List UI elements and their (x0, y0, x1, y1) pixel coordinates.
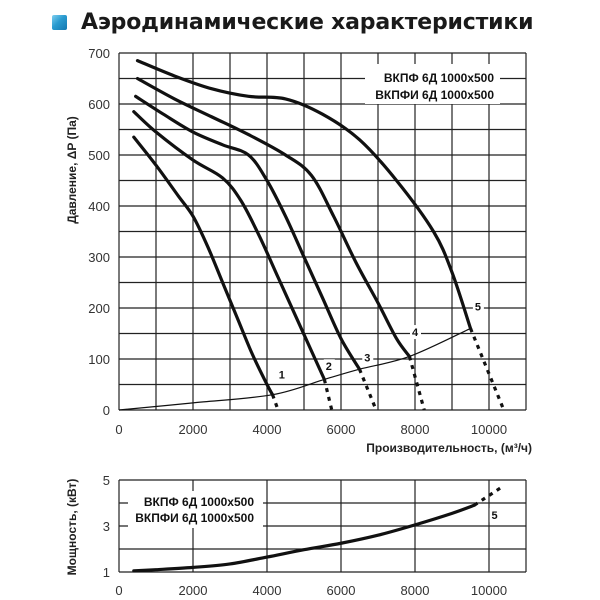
y-tick-label: 100 (88, 352, 110, 367)
curve-label: 5 (474, 301, 481, 314)
x-tick-label: 6000 (326, 583, 356, 598)
page-title: Аэродинамические характеристики (81, 10, 534, 35)
curve-label: 1 (278, 369, 285, 382)
fan-curve-extension-1 (273, 395, 279, 410)
fan-curve-extension-4 (409, 356, 424, 410)
pressure-grid (119, 53, 526, 410)
pressure-chart (65, 46, 532, 455)
x-tick-label: 4000 (252, 583, 282, 598)
y-tick-label: 300 (88, 250, 110, 265)
y-axis-label: Давление, ΔP (Па) (65, 116, 79, 224)
x-tick-label: 2000 (178, 583, 208, 598)
y-tick-label: 700 (88, 46, 110, 61)
y-tick-label: 500 (88, 148, 110, 163)
fan-curve-2 (134, 112, 325, 380)
legend-entry: ВКПФ 6Д 1000x500 (383, 71, 494, 85)
x-tick-label: 10000 (470, 422, 508, 437)
x-tick-label: 4000 (252, 422, 282, 437)
fan-curve-extension-5 (471, 328, 504, 410)
curve-label: 2 (325, 361, 332, 374)
y-tick-label: 600 (88, 97, 110, 112)
x-tick-label: 6000 (326, 422, 356, 437)
x-tick-label: 10000 (470, 583, 508, 598)
power-chart (65, 473, 526, 598)
x-tick-label: 2000 (178, 422, 208, 437)
y-tick-label: 1 (102, 565, 110, 580)
y-tick-label: 5 (102, 473, 110, 488)
fan-curve-extension-3 (360, 369, 377, 410)
legend-entry: ВКПФИ 6Д 1000x500 (375, 88, 494, 102)
x-tick-label: 0 (115, 583, 123, 598)
curve-label: 5 (491, 510, 498, 523)
x-tick-label: 8000 (400, 583, 430, 598)
fan-curve-4 (138, 79, 410, 357)
system-resistance-curve (119, 328, 471, 410)
fan-curve-3 (136, 96, 360, 369)
x-tick-label: 8000 (400, 422, 430, 437)
y-axis-label: Мощность, (кВт) (65, 478, 79, 576)
legend-entry: ВКПФИ 6Д 1000x500 (135, 511, 254, 525)
y-tick-label: 0 (102, 403, 110, 418)
y-tick-label: 3 (102, 519, 110, 534)
curve-label: 3 (364, 352, 371, 365)
legend-entry: ВКПФ 6Д 1000x500 (143, 495, 254, 509)
y-tick-label: 400 (88, 199, 110, 214)
x-axis-label: Производительность, (м³/ч) (366, 441, 532, 455)
x-tick-label: 0 (115, 422, 123, 437)
fan-curve-1 (134, 137, 273, 395)
curve-label: 4 (411, 327, 419, 340)
y-tick-label: 200 (88, 301, 110, 316)
